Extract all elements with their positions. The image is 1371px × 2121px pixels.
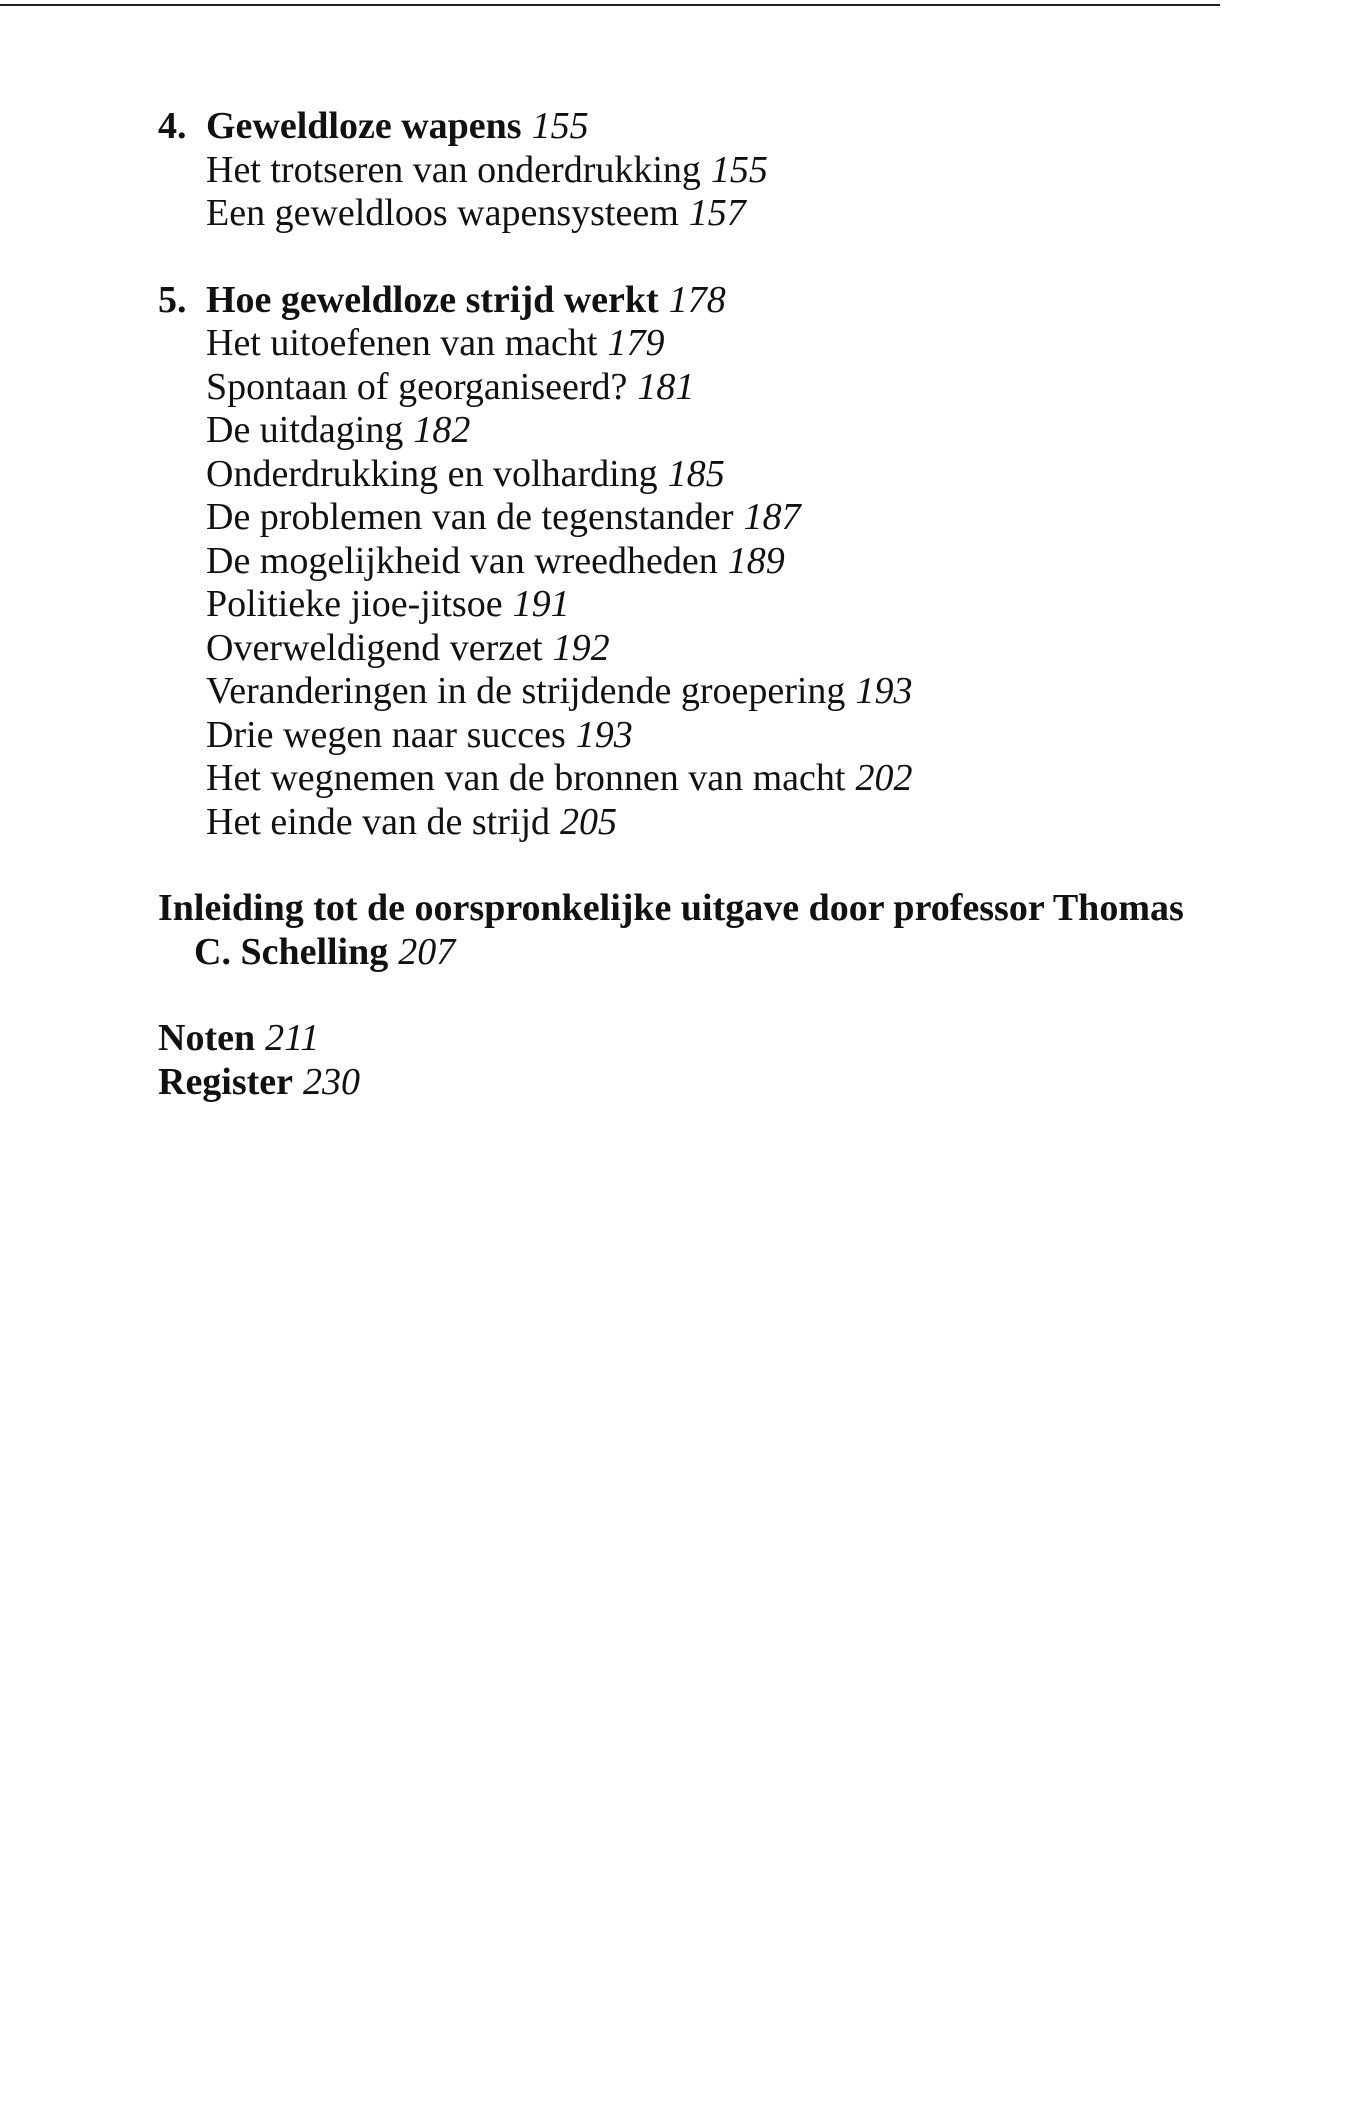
page-number: 211: [265, 1017, 320, 1059]
section-entry[interactable]: [206, 192, 1298, 236]
backmatter-list: [158, 1017, 1298, 1104]
section-title: Onderdrukking en volharding: [206, 452, 658, 495]
section-title: Overweldigend verzet: [206, 626, 543, 669]
section-title: Het uitoefenen van macht: [206, 322, 598, 364]
section-title: Het wegnemen van de bronnen van macht: [206, 757, 846, 799]
table-of-contents: [158, 105, 1298, 1104]
page-number: 155: [710, 148, 768, 191]
page-number: 181: [637, 365, 695, 408]
top-rule: [0, 4, 1220, 6]
section-title: Het trotseren van onderdrukking: [206, 148, 701, 191]
section-list: [158, 149, 1298, 236]
backmatter-entry-notes[interactable]: [158, 1017, 1298, 1061]
page-number: 178: [668, 278, 726, 321]
section-entry[interactable]: [206, 540, 1298, 584]
page-number: 193: [855, 670, 913, 712]
page-number: 185: [667, 452, 725, 495]
section-entry[interactable]: [206, 801, 1298, 845]
section-list: [158, 322, 1298, 844]
section-title: Een geweldloos wapensysteem: [206, 192, 679, 234]
section-entry[interactable]: [206, 366, 1298, 410]
backmatter-title: Register: [158, 1060, 294, 1103]
page-number: 207: [398, 930, 456, 973]
page-number: 155: [531, 105, 589, 147]
section-entry[interactable]: [206, 453, 1298, 497]
section-title: De problemen van de tegenstander: [206, 496, 734, 538]
section-title: Spontaan of georganiseerd?: [206, 365, 628, 408]
section-entry[interactable]: [206, 714, 1298, 758]
page-number: 193: [575, 713, 633, 756]
page-number: 230: [303, 1060, 361, 1103]
backmatter-entry-register[interactable]: [158, 1061, 1298, 1105]
section-title: De mogelijkheid van wreedheden: [206, 539, 718, 582]
backmatter-title: Noten: [158, 1017, 256, 1059]
page-number: 192: [552, 626, 610, 669]
section-title: De uitdaging: [206, 409, 404, 451]
introduction-title-line1: Inleiding tot de oorspronkelijke uitgave door professor Thomas: [158, 887, 1184, 929]
page-number: 187: [743, 496, 801, 538]
page-number: 202: [855, 757, 913, 799]
chapter-number: 4.: [158, 105, 187, 147]
page-number: 179: [607, 322, 665, 364]
section-title: Het einde van de strijd: [206, 800, 551, 843]
section-entry[interactable]: [206, 322, 1298, 366]
section-entry[interactable]: [206, 409, 1298, 453]
section-entry[interactable]: [206, 149, 1298, 193]
chapter-5: [158, 279, 1298, 845]
introduction-entry[interactable]: [158, 887, 1298, 974]
chapter-title: Hoe geweldloze strijd werkt: [206, 278, 659, 321]
chapter-heading[interactable]: [158, 105, 1298, 149]
section-title: Veranderingen in de strijdende groepering: [206, 670, 846, 712]
chapter-number: 5.: [158, 278, 187, 321]
section-entry[interactable]: [206, 627, 1298, 671]
section-entry[interactable]: [206, 583, 1298, 627]
page-number: 189: [727, 539, 785, 582]
section-entry[interactable]: [206, 757, 1298, 801]
page-number: 182: [413, 409, 471, 451]
section-title: Drie wegen naar succes: [206, 713, 566, 756]
page-number: 205: [560, 800, 618, 843]
introduction-title-line2: [158, 931, 1298, 975]
section-entry[interactable]: [206, 670, 1298, 714]
section-title: Politieke jioe-jitsoe: [206, 583, 503, 625]
chapter-title: Geweldloze wapens: [206, 105, 522, 147]
chapter-4: [158, 105, 1298, 236]
chapter-heading[interactable]: [158, 279, 1298, 323]
introduction-title-line2-text: C. Schelling: [194, 930, 389, 973]
page-number: 157: [688, 192, 746, 234]
page-number: 191: [512, 583, 570, 625]
section-entry[interactable]: [206, 496, 1298, 540]
